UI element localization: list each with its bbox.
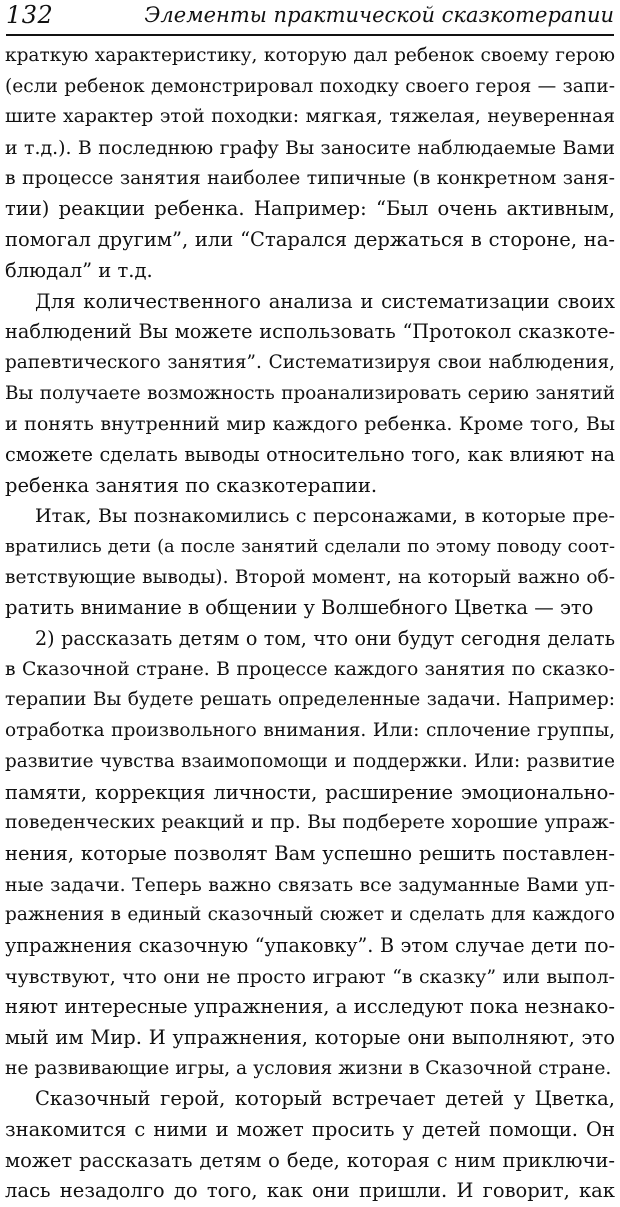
page-number: 132 (6, 1, 54, 29)
text-line: блюдал” и т.д. (5, 258, 153, 282)
running-title: Элементы практической сказкотерапии (144, 3, 614, 27)
text-line: памяти, коррекция личности, расширение эмоционально- (5, 780, 615, 804)
text-line: и понять внутренний мир каждого ребенка. Кроме того, Вы (5, 413, 615, 436)
text-line: 2) рассказать детям о том, что они будут сегодня делать (35, 627, 615, 651)
text-line: краткую характеристику, которую дал ребенок своему герою (5, 45, 615, 66)
text-line: чувствуют, что они не просто играют “в сказку” или выпол- (5, 965, 615, 988)
text-line: ражнения в единый сказочный сюжет и сделать для каждого (5, 904, 615, 926)
text-line: рапевтического занятия”. Систематизируя свои наблюдения, (5, 351, 615, 373)
text-line: в процессе занятия наиболее типичные (в конкретном заня- (5, 167, 615, 189)
text-line: мый им Мир. И упражнения, которые они выполняют, это (5, 1026, 615, 1049)
text-line: и т.д.). В последнюю графу Вы заносите наблюдаемые Вами (5, 137, 615, 160)
text-line: отработка произвольного внимания. Или: сплочение группы, (5, 720, 615, 742)
text-line: Сказочный герой, который встречает детей у Цветка, (35, 1087, 615, 1111)
text-line: не развивающие игры, а условия жизни в Сказочной стране. (5, 1057, 612, 1079)
text-line: может рассказать детям о беде, которая с ним приключи- (5, 1148, 615, 1172)
text-line: ветствующие выводы). Второй момент, на который важно об- (5, 566, 615, 588)
text-line: (если ребенок демонстрировал походку своего героя — запи- (5, 75, 615, 97)
text-line: терапии Вы будете решать определенные задачи. Например: (5, 689, 615, 711)
text-line: Итак, Вы познакомились с персонажами, в которые пре- (35, 505, 615, 528)
text-line: Для количественного анализа и систематизации своих (35, 289, 615, 313)
text-line: поведенческих реакций и пр. Вы подберете хорошие упраж- (5, 812, 615, 834)
page-header (6, 0, 614, 36)
text-line: ные задачи. Теперь важно связать все задуманные Вами уп- (5, 873, 615, 896)
text-line: наблюдений Вы можете использовать “Протокол сказкоте- (5, 320, 615, 344)
text-line: нения, которые позволят Вам успешно решить поставлен- (5, 841, 615, 865)
text-line: помогал другим”, или “Старался держаться в стороне, на- (5, 228, 615, 252)
text-line: вратились дети (а после занятий сделали по этому поводу соот- (5, 536, 615, 557)
text-line: Вы получаете возможность проанализировать серию занятий (5, 382, 615, 404)
text-line: шите характер этой походки: мягкая, тяжелая, неуверенная (5, 106, 615, 128)
text-line: тии) реакции ребенка. Например: “Был очень активным, (5, 197, 615, 221)
text-line: упражнения сказочную “упаковку”. В этом случае дети по- (5, 933, 615, 957)
text-line: сможете сделать выводы относительно того, как влияют на (5, 442, 615, 466)
text-line: ребенка занятия по сказкотерапии. (5, 473, 378, 497)
text-line: в Сказочной стране. В процессе каждого занятия по сказко- (5, 658, 615, 680)
text-line: лась незадолго до того, как они пришли. И говорит, как (5, 1179, 615, 1203)
body-text (5, 41, 615, 1207)
text-line: ратить внимание в общении у Волшебного Цветка — это (5, 596, 594, 620)
text-line: развитие чувства взаимопомощи и поддержки. Или: развитие (5, 750, 615, 772)
text-line: знакомится с ними и может просить у детей помощи. Он (5, 1118, 615, 1142)
text-line: няют интересные упражнения, а исследуют пока незнако- (5, 995, 615, 1019)
